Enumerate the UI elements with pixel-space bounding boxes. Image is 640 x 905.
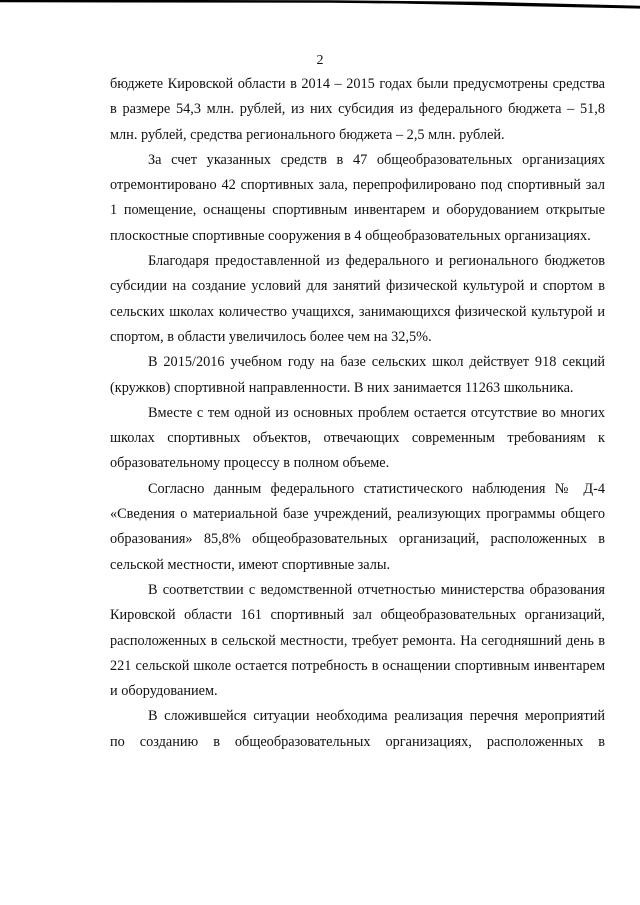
paragraph: Вместе с тем одной из основных проблем остается отсутствие во многих школах спортивных объектов, отвечающих современным требованиям к образовательному процессу в полном объеме. bbox=[110, 404, 605, 472]
page-number: 2 bbox=[316, 53, 324, 68]
paragraph: бюджете Кировской области в 2014 – 2015 годах были предусмотрены средства в размере 54,3 млн. рублей, из них субсидия из федерального бюджета – 51,8 млн. рублей, средства регионального бюджета – 2,5 млн. рублей. bbox=[110, 76, 605, 143]
paragraph: В соответствии с ведомственной отчетностью министерства образования Кировской области 161 спортивный зал общеобразовательных организаций, расположенных в сельской местности, требует ремонта. На сегодняшний день в 221 сельской школе остается потребность в оснащении спортивным инвентарем и оборудованием. bbox=[110, 581, 605, 700]
paragraph: В сложившейся ситуации необходима реализация перечня мероприятий по созданию в общеобразовательных организациях, расположенных в bbox=[110, 708, 605, 750]
paragraph: Благодаря предоставленной из федерального и регионального бюджетов субсидии на создание условий для занятий физической культурой и спортом в сельских школах количество учащихся, занимающихся физической культурой и спортом, в области увеличилось более чем на 32,5%. bbox=[110, 253, 605, 345]
paragraph: За счет указанных средств в 47 общеобразовательных организациях отремонтировано 42 спортивных зала, перепрофилировано под спортивный зал 1 помещение, оснащены спортивным инвентарем и оборудованием открытые плоскостные спортивные сооружения в 4 общеобразовательных организациях. bbox=[110, 151, 605, 244]
scan-edge-line bbox=[0, 0, 640, 16]
paragraph: В 2015/2016 учебном году на базе сельских школ действует 918 секций (кружков) спортивной направленности. В них занимается 11263 школьника. bbox=[110, 354, 605, 396]
paragraph: Согласно данным федерального статистического наблюдения № Д-4 «Сведения о материальной базе учреждений, реализующих программы общего образования» 85,8% общеобразовательных организаций, расположенных в сельской местности, имеют спортивные залы. bbox=[110, 480, 605, 573]
body-text bbox=[110, 72, 605, 755]
